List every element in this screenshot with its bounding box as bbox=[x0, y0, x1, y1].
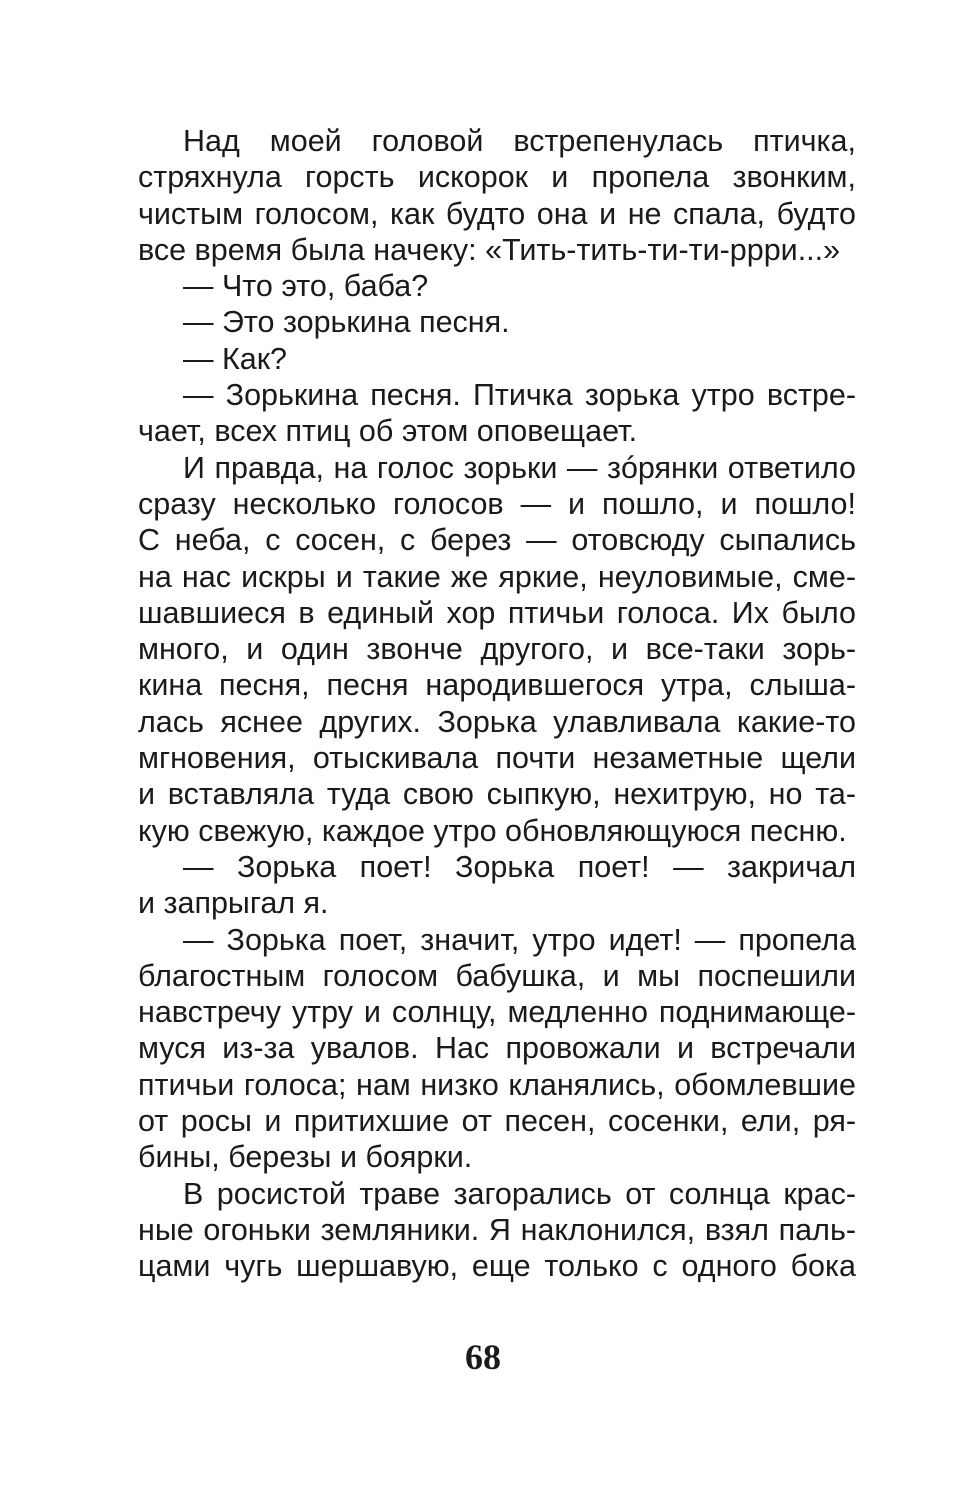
text-line: кина песня, песня народившегося утра, слыша- bbox=[138, 668, 856, 703]
page-number: 68 bbox=[465, 1337, 501, 1377]
text-line: все время была начеку: «Тить-тить-ти-ти-ррри...» bbox=[138, 232, 841, 267]
text-line: кую свежую, каждое утро обновляющуюся песню. bbox=[138, 813, 847, 848]
text-line: И правда, на голос зорьки — зóрянки ответило bbox=[183, 450, 856, 485]
text-line: В росистой траве загорались от солнца крас- bbox=[183, 1176, 856, 1211]
text-line: муся из-за увалов. Нас провожали и встречали bbox=[138, 1031, 856, 1066]
text-line: лась яснее других. Зорька улавливала какие-то bbox=[138, 704, 856, 739]
text-line: чает, всех птиц об этом оповещает. bbox=[138, 414, 638, 449]
body-text bbox=[138, 123, 856, 1285]
text-line: ные огоньки земляники. Я наклонился, взял паль- bbox=[138, 1212, 856, 1247]
text-line: — Это зорькина песня. bbox=[183, 305, 510, 340]
text-line: мгновения, отыскивала почти незаметные щели bbox=[138, 741, 856, 776]
text-line: от росы и притихшие от песен, сосенки, ели, ря- bbox=[138, 1104, 856, 1139]
text-line: навстречу утру и солнцу, медленно поднимающе- bbox=[138, 995, 856, 1030]
text-line: шавшиеся в единый хор птичьи голоса. Их было bbox=[138, 595, 856, 630]
text-line: С неба, с сосен, с берез — отовсюду сыпались bbox=[138, 523, 856, 558]
text-line: птичьи голоса; нам низко кланялись, обомлевшие bbox=[138, 1067, 856, 1102]
text-line: много, и один звонче другого, и все-таки зорь- bbox=[138, 632, 856, 667]
text-line: цами чугь шершавую, еще только с одного бока bbox=[138, 1249, 856, 1284]
text-line: стряхнула горсть искорок и пропела звонким, bbox=[138, 160, 856, 195]
text-line: — Зорька поет, значит, утро идет! — пропела bbox=[183, 922, 856, 957]
text-line: благостным голосом бабушка, и мы поспешили bbox=[138, 958, 856, 993]
text-line: и вставляла туда свою сыпкую, нехитрую, но та- bbox=[138, 777, 856, 812]
text-line: и запрыгал я. bbox=[138, 886, 329, 921]
text-line: — Зорька поет! Зорька поет! — закричал bbox=[183, 849, 856, 884]
text-line: — Что это, баба? bbox=[183, 269, 429, 304]
text-line: — Как? bbox=[183, 341, 288, 376]
text-line: бины, березы и боярки. bbox=[138, 1140, 473, 1175]
text-line: на нас искры и такие же яркие, неуловимые, сме- bbox=[138, 559, 856, 594]
text-line: — Зорькина песня. Птичка зорька утро встре- bbox=[183, 378, 856, 413]
text-line: чистым голосом, как будто она и не спала, будто bbox=[138, 196, 856, 231]
text-line: Над моей головой встрепенулась птичка, bbox=[183, 124, 856, 158]
text-line: сразу несколько голосов — и пошло, и пошло! bbox=[138, 486, 856, 521]
